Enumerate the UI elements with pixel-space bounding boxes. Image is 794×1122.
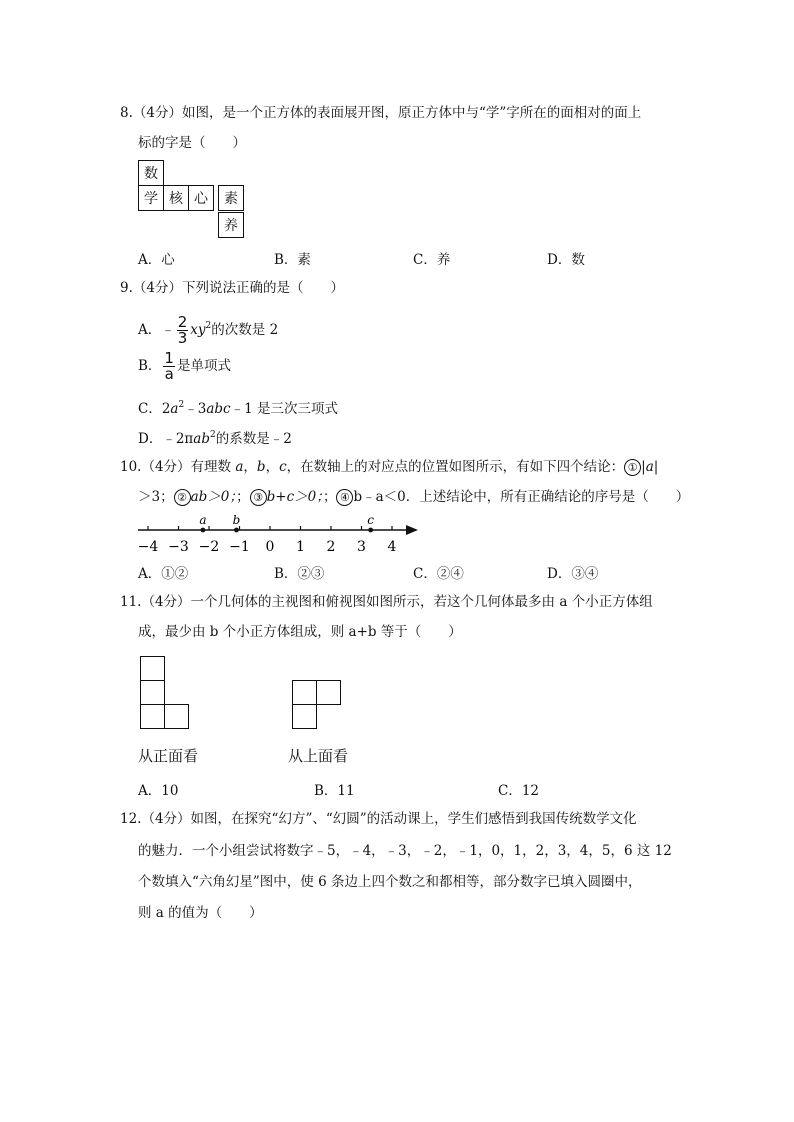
q11-option-a: A．10 (138, 783, 179, 799)
axis-tick-label: −2 (198, 539, 220, 555)
circled-2: ② (174, 489, 191, 506)
axis-point-label-c: c (367, 513, 375, 527)
circled-1: ① (624, 459, 641, 476)
q9-a-den: 3 (177, 329, 188, 347)
q11-line2: 成，最少由 b 个小正方体组成，则 a+b 等于（ ） (138, 624, 462, 640)
q11-option-b: B．11 (314, 783, 355, 799)
axis-point-label-b: b (232, 513, 241, 527)
q8-option-a: A．心 (138, 252, 175, 268)
axis-tick-label: 2 (326, 539, 336, 555)
axis-tick-label: 3 (357, 539, 366, 555)
q9-c-abc: abc (206, 401, 231, 417)
circled-4: ④ (336, 489, 353, 506)
front-cell-4 (164, 704, 189, 729)
q11-option-c: C．12 (498, 783, 540, 799)
q9-c-mid: ﹣3 (184, 401, 207, 417)
net-cell-3: 心 (188, 185, 214, 211)
q10-option-c: C．②④ (413, 566, 464, 582)
q10-var-c: c (279, 459, 287, 475)
q9-option-d (138, 426, 292, 448)
q9-d-ab: ab (193, 431, 210, 447)
q10-line1-a: 10.（4分）有理数 (120, 459, 236, 475)
q9-b-den: a (164, 365, 174, 383)
top-cell-2 (316, 680, 341, 705)
q9-a-expr: xy (190, 322, 206, 338)
q9-b-suffix: 是单项式 (176, 358, 231, 374)
q8-line1: 8.（4分）如图，是一个正方体的表面展开图，原正方体中与“学”字所在的面相对的面上 (120, 105, 642, 121)
circled-3: ③ (250, 489, 267, 506)
q10-line2: ＞3； ② ab＞0；； ③ b+c＞0；； ④ b﹣a＜0．上述结论中，所有正确结论的序号是（ ） (138, 489, 690, 505)
axis-point-a (201, 528, 206, 533)
q10-l2-part1: ＞3； (138, 489, 174, 505)
q9-a-exp: 2 (205, 321, 212, 331)
top-cell-1 (292, 680, 317, 705)
top-view-label: 从上面看 (288, 747, 349, 765)
q10-option-b: B．②③ (274, 566, 325, 582)
net-cell-1: 学 (138, 185, 164, 211)
q9-b-fraction (163, 351, 175, 382)
q9-c-exp: 2 (178, 400, 185, 410)
q10-l2-part2: ab＞0； (190, 489, 237, 505)
net-cell-2: 核 (163, 185, 189, 211)
q9-option-b (138, 346, 231, 386)
q9-option-c (138, 396, 338, 418)
q9-a-suffix: 的次数是 2 (211, 322, 279, 338)
q12-line3: 个数填入“六角幻星”图中，使 6 条边上四个数之和都相等，部分数字已填入圆圈中， (138, 874, 642, 890)
net-cell-4: 素 (218, 185, 244, 211)
q10-option-a: A．①② (138, 566, 189, 582)
axis-tick-label: −3 (168, 539, 189, 555)
q9-a-num: 2 (177, 313, 188, 331)
axis-point-c (368, 528, 373, 533)
q10-l2-part3: b+c＞0； (266, 489, 323, 505)
q10-line1-b: ，在数轴上的对应点的位置如图所示，有如下四个结论： (286, 459, 625, 475)
q10-var-a: a (235, 459, 244, 475)
top-cell-3 (292, 704, 317, 729)
q10-line1: 10.（4分）有理数 a，b，c，在数轴上的对应点的位置如图所示，有如下四个结论： ① |a| (120, 459, 659, 475)
q9-d-suffix: 的系数是﹣2 (215, 431, 292, 447)
net-cell-top: 数 (138, 160, 164, 186)
q9-c-prefix: C．2 (138, 401, 171, 417)
q10-abs-a: |a| (641, 459, 659, 475)
q9-option-a (138, 306, 278, 350)
q8-option-c: C．养 (413, 252, 451, 268)
front-cell-2 (140, 680, 165, 705)
q11-line1: 11.（4分）一个几何体的主视图和俯视图如图所示，若这个几何体最多由 a 个小正方体组 (120, 594, 653, 610)
q9-line1: 9.（4分）下列说法正确的是（ ） (120, 280, 344, 296)
q12-line4: 则 a 的值为（ ） (138, 905, 263, 921)
axis-point-b (234, 528, 239, 533)
q9-a-prefix: A．﹣ (138, 322, 175, 338)
q8-line2: 标的字是（ ） (138, 135, 246, 151)
net-cell-bottom: 养 (218, 212, 244, 238)
q9-c-suffix: ﹣1 是三次三项式 (230, 401, 338, 417)
axis-point-label-a: a (199, 513, 207, 527)
front-cell-1 (140, 656, 165, 681)
q9-d-exp: 2 (210, 430, 216, 440)
q12-line1: 12.（4分）如图，在探究“幻方”、“幻圆”的活动课上，学生们感悟到我国传统数学文化 (120, 811, 637, 827)
q10-l2-part4: b﹣a＜0．上述结论中，所有正确结论的序号是（ ） (353, 489, 690, 505)
q9-d-prefix: D．﹣2π (138, 431, 194, 447)
q9-c-a: a (170, 401, 179, 417)
axis-arrow (406, 525, 418, 535)
q9-b-num: 1 (164, 349, 174, 367)
axis-tick-label: 0 (265, 539, 275, 555)
axis-tick-label: 1 (296, 539, 305, 555)
front-view-label: 从正面看 (138, 747, 199, 765)
q10-option-d: D．③④ (547, 566, 599, 582)
axis-tick-label: 4 (387, 539, 397, 555)
front-cell-3 (140, 704, 165, 729)
q10-var-b: b (256, 459, 266, 475)
q9-b-prefix: B． (138, 358, 162, 374)
number-line (130, 508, 430, 558)
axis-tick-label: −1 (229, 539, 250, 555)
q8-option-b: B．素 (274, 252, 311, 268)
q9-a-fraction (177, 315, 189, 346)
axis-tick-label: −4 (137, 539, 159, 555)
q12-line2: 的魅力．一个小组尝试将数字﹣5，﹣4，﹣3，﹣2，﹣1，0，1，2，3，4，5，6 这 12 (138, 843, 672, 859)
q8-option-d: D．数 (547, 252, 585, 268)
